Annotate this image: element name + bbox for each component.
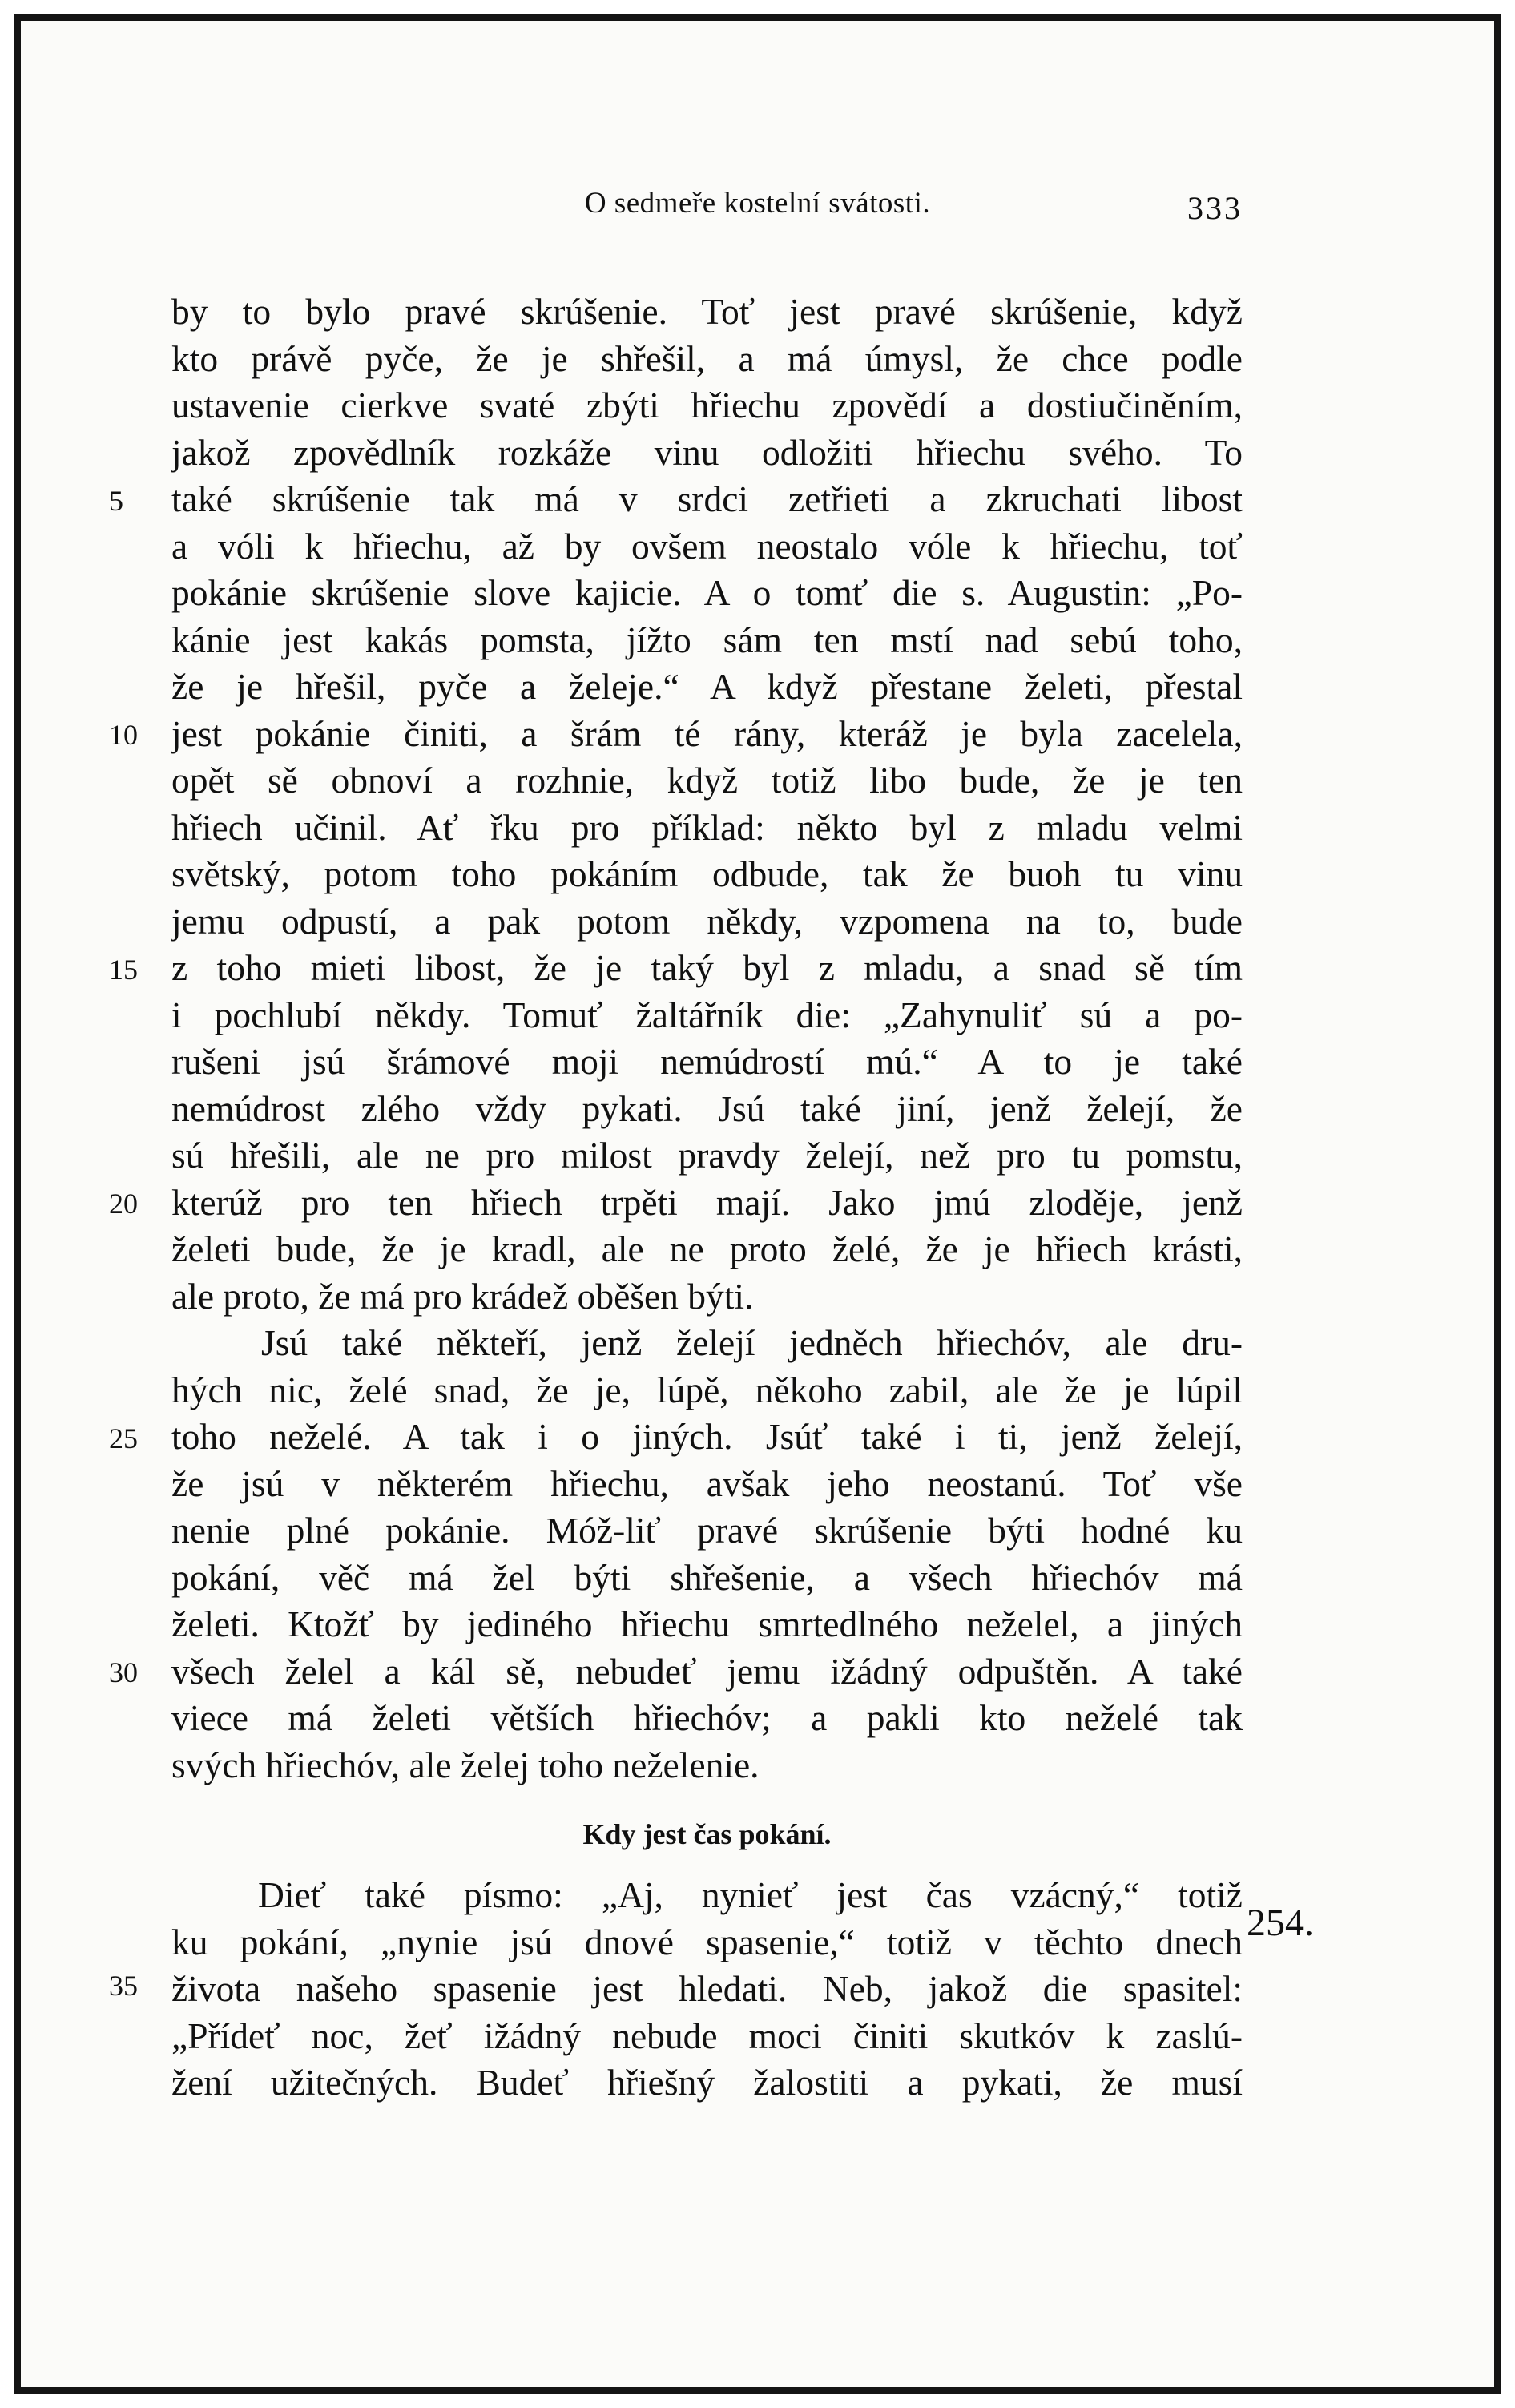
text-line: i pochlubí někdy. Tomuť žaltářník die: „Zahynuliť sú a po- (171, 994, 1243, 1035)
paragraph-start-line: Jsú také někteří, jenž želejí jedněch hřiechóv, ale dru- (261, 1322, 1243, 1363)
line-number-30: 30 (109, 1656, 138, 1688)
text-line: a vóli k hřiechu, až by ovšem neostalo vóle k hřiechu, toť (171, 525, 1243, 567)
text-line: nemúdrost zlého vždy pykati. Jsú také jiní, jenž želejí, že (171, 1087, 1243, 1129)
text-line: by to bylo pravé skrúšenie. Toť jest pravé skrúšenie, když (171, 291, 1243, 332)
text-line: rušeni jsú šrámové moji nemúdrostí mú.“ A to je také (171, 1041, 1243, 1082)
text-line: jakož zpovědlník rozkáže vinu odložiti hřiechu svého. To (171, 431, 1243, 473)
text-line: z toho mieti libost, že je taký byl z mladu, a snad sě tím (171, 947, 1243, 988)
text-line: sú hřešili, ale ne pro milost pravdy želejí, než pro tu pomstu, (171, 1135, 1243, 1176)
text-line: kánie jest kakás pomsta, jížto sám ten mstí nad sebú toho, (171, 619, 1243, 660)
text-line: ale proto, že má pro krádež oběšen býti. (171, 1275, 754, 1317)
body-text (171, 288, 1243, 2107)
text-line: kto právě pyče, že je shřešil, a má úmysl, že chce podle (171, 337, 1243, 379)
text-line: pokání, věč má žel býti shřešenie, a všech hřiechóv má (171, 1556, 1243, 1598)
line-number-10: 10 (109, 719, 138, 751)
text-line: hých nic, želé snad, že je, lúpě, někoho zabil, ale že je lúpil (171, 1369, 1243, 1410)
text-line: že jsú v některém hřiechu, avšak jeho neostanú. Toť vše (171, 1462, 1243, 1504)
text-line: že je hřešil, pyče a želeje.“ A když přestane želeti, přestal (171, 666, 1243, 707)
text-line: želeti. Ktožť by jediného hřiechu smrtedlného neželel, a jiných (171, 1603, 1243, 1644)
page-number: 333 (1187, 190, 1243, 226)
line-number-20: 20 (109, 1188, 138, 1220)
line-number-15: 15 (109, 954, 138, 986)
text-line: hřiech učinil. Ať řku pro příklad: někto byl z mladu velmi (171, 806, 1243, 848)
line-number-25: 25 (109, 1422, 138, 1454)
text-line: opět sě obnoví a rozhnie, když totiž libo bude, že je ten (171, 760, 1243, 801)
text-line: „Přídeť noc, žeť ižádný nebude moci činiti skutkóv k zaslú- (171, 2015, 1243, 2056)
text-line: toho neželé. A tak i o jiných. Jsúť také i ti, jenž želejí, (171, 1416, 1243, 1457)
text-line: jest pokánie činiti, a šrám té rány, kteráž je byla zacelela, (171, 712, 1243, 754)
text-line: jemu odpustí, a pak potom někdy, vzpomena na to, bude (171, 900, 1243, 942)
line-number-column (0, 0, 160, 2408)
text-line: světský, potom toho pokáním odbude, tak že buoh tu vinu (171, 853, 1243, 894)
text-line: žení užitečných. Budeť hřiešný žalostiti a pykati, že musí (171, 2062, 1243, 2103)
marginal-section-number: 254. (1247, 1902, 1314, 1944)
paragraph-start-line: Dieť také písmo: „Aj, nynieť jest čas vzácný,“ totiž (258, 1874, 1243, 1915)
text-line: života našeho spasenie jest hledati. Neb, jakož die spasitel: (171, 1968, 1243, 2009)
text-line: kterúž pro ten hřiech trpěti mají. Jako jmú zloděje, jenž (171, 1181, 1243, 1223)
text-line: viece má želeti větších hřiechóv; a pakli kto neželé tak (171, 1697, 1243, 1738)
text-line: svých hřiechóv, ale želej toho neželenie. (171, 1744, 760, 1785)
text-line: nenie plné pokánie. Móž-liť pravé skrúšenie býti hodné ku (171, 1510, 1243, 1551)
section-heading: Kdy jest čas pokání. (582, 1818, 832, 1850)
running-title: O sedmeře kostelní svátosti. (584, 187, 931, 220)
text-line: také skrúšenie tak má v srdci zetřieti a zkruchati libost (171, 478, 1243, 519)
text-line: ustavenie cierkve svaté zbýti hřiechu zpovědí a dostiučiněním, (171, 385, 1243, 426)
text-line: všech želel a kál sě, nebudeť jemu ižádný odpuštěn. A také (171, 1650, 1243, 1692)
line-number-35: 35 (109, 1970, 138, 2002)
text-line: pokánie skrúšenie slove kajicie. A o tomť die s. Augustin: „Po- (171, 572, 1243, 613)
text-line: ku pokání, „nynie jsú dnové spasenie,“ totiž v těchto dnech (171, 1921, 1243, 1962)
text-line: želeti bude, že je kradl, ale ne proto želé, že je hřiech krásti, (171, 1228, 1243, 1269)
page-header (0, 186, 1515, 234)
line-number-5: 5 (109, 485, 123, 517)
